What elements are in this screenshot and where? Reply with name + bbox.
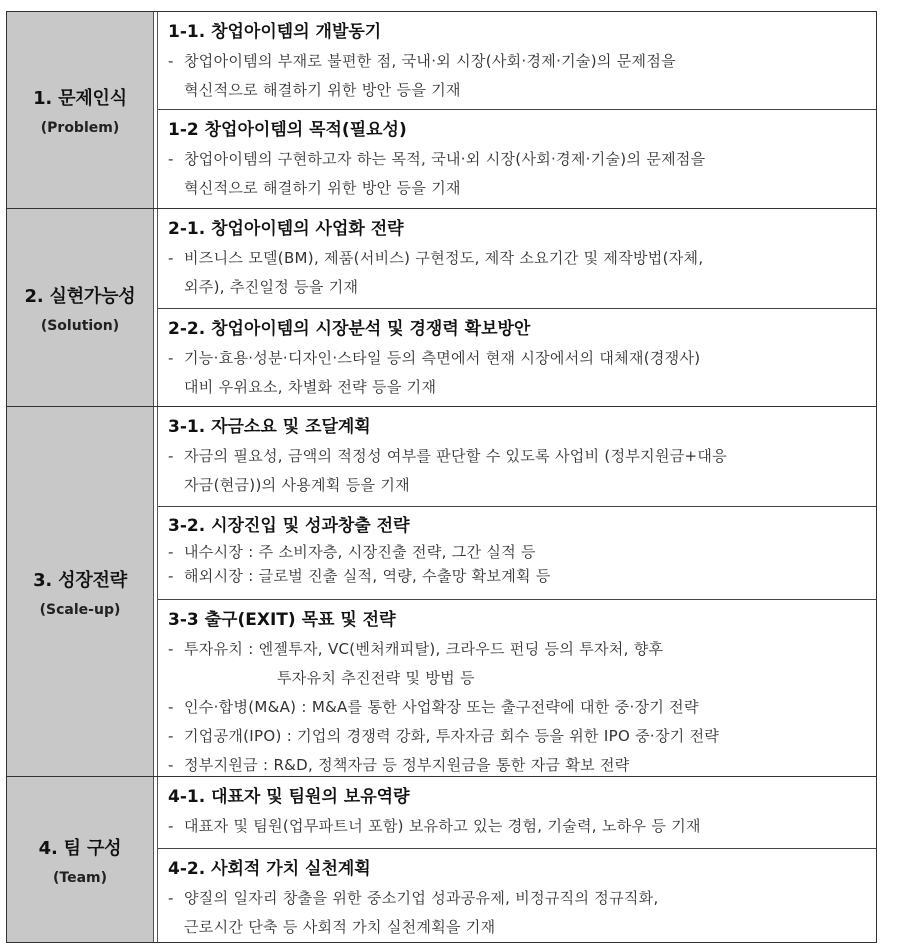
bullet: - [168, 698, 174, 716]
bullet: - [168, 249, 174, 267]
section-subtitle: (Solution) [40, 317, 120, 334]
item-title: 4-2. 사회적 가치 실천계획 [168, 859, 371, 879]
item-line: - 내수시장 : 주 소비자층, 시장진출 전략, 그간 실적 등 [168, 540, 866, 564]
item-title: 1-1. 창업아이템의 개발동기 [168, 22, 382, 42]
item-line: - 해외시장 : 글로벌 진출 실적, 역량, 수출망 확보계획 등 [168, 564, 866, 588]
bullet: - [168, 889, 174, 907]
section-subtitle: (Scale-up) [39, 601, 121, 618]
item-line-continued: 혁신적으로 해결하기 위한 방안 등을 기재 [184, 81, 461, 99]
section-content [158, 12, 876, 208]
item-line: - 기능·효용·성분·디자인·스타일 등의 측면에서 현재 시장에서의 대체재(경쟁사) [168, 344, 866, 373]
item-line: - 자금의 필요성, 금액의 적정성 여부를 판단할 수 있도록 사업비 (정부지원금+대응 [168, 442, 866, 471]
section-title: 3. 성장전략 [33, 569, 127, 591]
section-content [158, 777, 876, 942]
item-line: - 양질의 일자리 창출을 위한 중소기업 성과공유제, 비정규직의 정규직화, [168, 884, 866, 913]
item-line: - 투자유치 : 엔젤투자, VC(벤처캐피탈), 크라우드 펀딩 등의 투자처, 향후 [168, 635, 866, 664]
item-1-1 [158, 12, 876, 109]
item-title: 2-1. 창업아이템의 사업화 전략 [168, 219, 404, 239]
item-line: - 인수·합병(M&A) : M&A를 통한 사업확장 또는 출구전략에 대한 중·장기 전략 [168, 693, 866, 722]
bullet: - [168, 52, 174, 70]
bullet: - [168, 640, 174, 658]
item-title: 3-1. 자금소요 및 조달계획 [168, 417, 371, 437]
section-label-cell [7, 407, 154, 776]
item-line-continued: 외주), 추진일정 등을 기재 [184, 278, 359, 296]
item-title: 4-1. 대표자 및 팀원의 보유역량 [168, 787, 410, 807]
section-title: 1. 문제인식 [33, 88, 127, 109]
item-line: - 창업아이템의 구현하고자 하는 목적, 국내·외 시장(사회·경제·기술)의 문제점을 [168, 145, 866, 174]
item-1-2 [158, 109, 876, 208]
item-line-continued: 대비 우위요소, 차별화 전략 등을 기재 [184, 378, 437, 396]
section-solution [7, 208, 876, 406]
section-content [158, 407, 876, 776]
section-team [7, 776, 876, 942]
item-title: 3-2. 시장진입 및 성과창출 전략 [168, 516, 410, 536]
item-line-continued: 혁신적으로 해결하기 위한 방안 등을 기재 [184, 179, 461, 197]
item-line: - 대표자 및 팀원(업무파트너 포함) 보유하고 있는 경험, 기술력, 노하우 등 기재 [168, 812, 866, 841]
section-subtitle: (Problem) [40, 120, 120, 136]
section-label-cell [7, 777, 154, 942]
item-2-2 [158, 308, 876, 407]
item-3-1 [158, 407, 876, 506]
item-3-3 [158, 599, 876, 777]
item-title: 2-2. 창업아이템의 시장분석 및 경쟁력 확보방안 [168, 319, 531, 339]
bullet: - [168, 349, 174, 367]
bullet: - [168, 150, 174, 168]
item-line: - 정부지원금 : R&D, 정책자금 등 정부지원금을 통한 자금 확보 전략 [168, 751, 866, 780]
bullet: - [168, 543, 174, 561]
section-scale-up [7, 406, 876, 776]
bullet: - [168, 756, 174, 774]
bullet: - [168, 817, 174, 835]
item-3-2 [158, 506, 876, 599]
bullet: - [168, 727, 174, 745]
bullet: - [168, 567, 174, 585]
section-label-cell [7, 209, 154, 406]
item-line-continued: 근로시간 단축 등 사회적 가치 실천계획을 기재 [184, 918, 496, 936]
item-line: - 비즈니스 모델(BM), 제품(서비스) 구현정도, 제작 소요기간 및 제작방법(자체, [168, 244, 866, 273]
item-4-1 [158, 777, 876, 848]
bullet: - [168, 447, 174, 465]
business-plan-table [6, 11, 877, 943]
item-2-1 [158, 209, 876, 308]
section-content [158, 209, 876, 406]
section-title: 2. 실현가능성 [24, 285, 136, 307]
item-line-continued: 투자유치 추진전략 및 방법 등 [277, 669, 475, 687]
section-title: 4. 팀 구성 [38, 837, 122, 859]
item-4-2 [158, 848, 876, 943]
item-title: 3-3 출구(EXIT) 목표 및 전략 [168, 610, 396, 630]
item-title: 1-2 창업아이템의 목적(필요성) [168, 120, 407, 140]
section-label-cell [7, 12, 154, 208]
section-problem [7, 12, 876, 208]
item-line-continued: 자금(현금))의 사용계획 등을 기재 [184, 476, 410, 494]
item-line: - 기업공개(IPO) : 기업의 경쟁력 강화, 투자자금 회수 등을 위한 IPO 중·장기 전략 [168, 722, 866, 751]
section-subtitle: (Team) [52, 869, 108, 886]
item-line: - 창업아이템의 부재로 불편한 점, 국내·외 시장(사회·경제·기술)의 문제점을 [168, 47, 866, 76]
